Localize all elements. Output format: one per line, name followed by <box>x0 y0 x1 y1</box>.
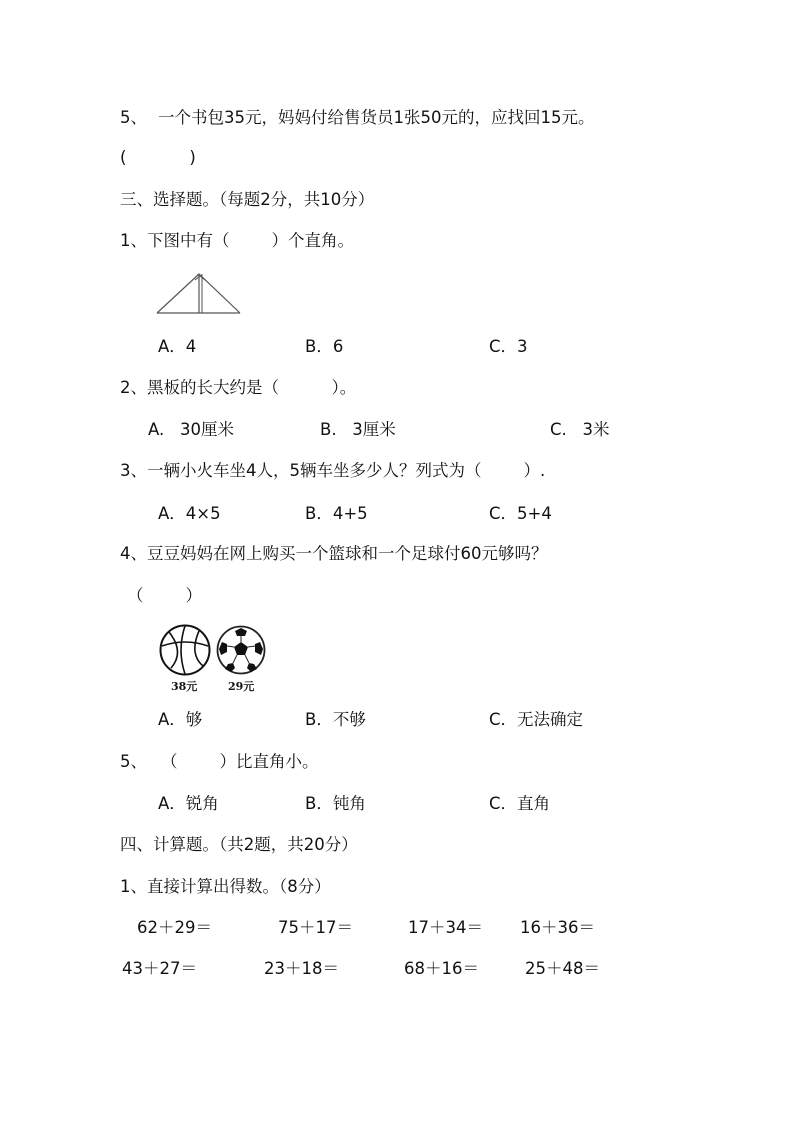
option-a: A. 30厘米 <box>148 420 234 439</box>
basketball-price: 38元 <box>171 680 198 693</box>
triangle-figure <box>156 272 242 316</box>
section-heading: 四、计算题。（共2题，共20分） <box>120 835 358 854</box>
section-heading: 三、选择题。（每题2分，共10分） <box>120 190 375 209</box>
option-c: C．3 <box>489 337 528 356</box>
option-b: B. 3厘米 <box>320 420 396 439</box>
question-text: （ ）比直角小。 <box>161 752 319 771</box>
option-c: C. 3米 <box>550 420 610 439</box>
option-b: B．钝角 <box>305 794 366 813</box>
calc-item: 23＋18＝ <box>264 959 339 978</box>
question-text: 2、黑板的长大约是（ ）。 <box>120 378 357 397</box>
option-b: B．不够 <box>305 710 366 729</box>
option-c: C．无法确定 <box>489 710 584 729</box>
calc-item: 16＋36＝ <box>520 918 595 937</box>
answer-blank: （ ） <box>127 586 202 605</box>
option-b: B．6 <box>305 337 344 356</box>
calc-item: 75＋17＝ <box>278 918 353 937</box>
option-c: C．5+4 <box>489 504 552 523</box>
calc-item: 43＋27＝ <box>122 959 197 978</box>
option-a: A．锐角 <box>158 794 219 813</box>
question-5-text: 一个书包35元，妈妈付给售货员1张50元的，应找回15元。 <box>158 108 595 127</box>
football-icon <box>216 625 266 675</box>
question-5-number: 5、 <box>120 108 147 127</box>
question-number: 5、 <box>120 752 147 771</box>
calc-item: 17＋34＝ <box>408 918 483 937</box>
question-text: 4、豆豆妈妈在网上购买一个篮球和一个足球付60元够吗？ <box>120 544 548 563</box>
option-a: A．4 <box>158 337 197 356</box>
option-b: B．4+5 <box>305 504 368 523</box>
option-a: A．够 <box>158 710 203 729</box>
answer-blank: ( ) <box>120 148 196 167</box>
football-price: 29元 <box>228 680 255 693</box>
question-text: 1、直接计算出得数。（8分） <box>120 877 331 896</box>
question-text: 1、下图中有（ ）个直角。 <box>120 231 354 250</box>
option-c: C．直角 <box>489 794 551 813</box>
calc-item: 25＋48＝ <box>525 959 600 978</box>
basketball-icon <box>159 624 211 676</box>
calc-item: 68＋16＝ <box>404 959 479 978</box>
calc-item: 62＋29＝ <box>137 918 212 937</box>
option-a: A．4×5 <box>158 504 221 523</box>
question-text: 3、一辆小火车坐4人，5辆车坐多少人？列式为（ ）. <box>120 461 546 480</box>
